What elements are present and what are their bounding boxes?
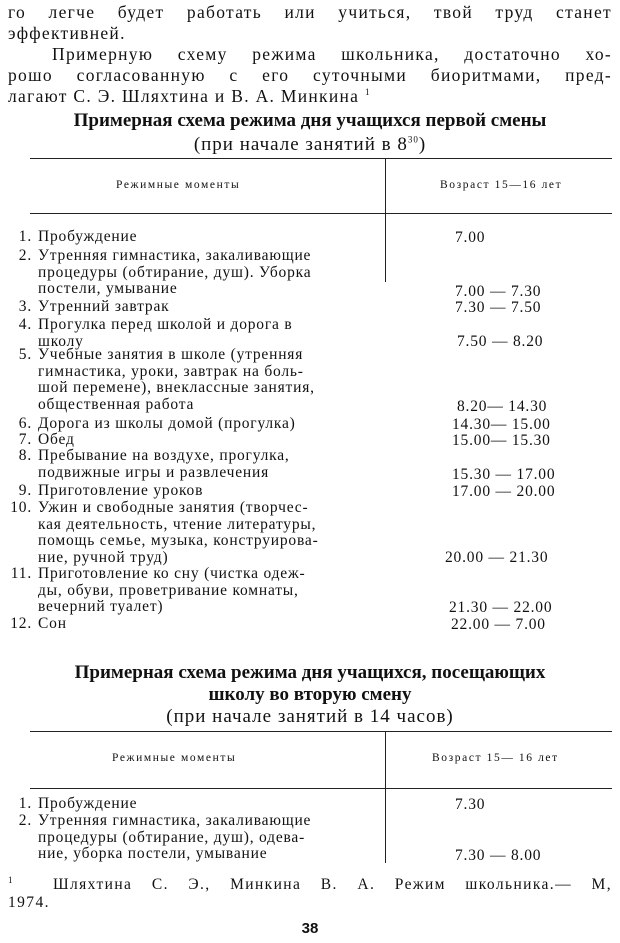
table2-header-rule [30, 788, 612, 789]
footnote [8, 876, 612, 912]
table1-row-number: 9. [18, 482, 32, 499]
table1-row-activity: Учебные занятия в школе (утренняя гимнастика, уроки, завтрак на боль- шой перемене), внеклассные занятия, общественная работа [38, 346, 315, 413]
table1-row-number: 10. [10, 499, 32, 516]
table1-row-time: 7.30 — 7.50 [455, 299, 542, 316]
table2-row-number: 2. [18, 812, 32, 829]
table2-subtitle: (при начале занятий в 14 часов) [166, 706, 454, 727]
footnote-mark: 1 [8, 874, 14, 885]
table1-row-number: 4. [18, 316, 32, 333]
table1-row-time: 7.00 — 7.30 [455, 283, 542, 300]
table2-title-line-1: Примерная схема режима дня учащихся, посещающих [74, 662, 546, 683]
table1-row-number: 5. [18, 346, 32, 363]
intro-para2-line-1: Примерную схему режима школьника, достаточно хо- [52, 44, 612, 64]
table2-top-rule [30, 731, 612, 732]
table1-row-time: 14.30— 15.00 [452, 416, 551, 433]
table1-row-time: 20.00 — 21.30 [445, 549, 549, 566]
table1-row-activity: Утренняя гимнастика, закаливающие процедуры (обтирание, душ). Уборка постели, умывание [38, 247, 312, 297]
footnote-line-2: 1974. [8, 894, 50, 911]
table1-row-activity: Пребывание на воздухе, прогулка, подвижные игры и развлечения [38, 447, 290, 481]
table1-row-time: 7.00 [455, 229, 486, 246]
table1-row-activity: Утренний завтрак [38, 298, 170, 315]
table1-subtitle-suffix: ) [418, 134, 427, 155]
table1-row-number: 1. [18, 228, 32, 245]
table1-title: Примерная схема режима дня учащихся первой смены [73, 110, 547, 131]
table1-row-number: 3. [18, 298, 32, 315]
table1-row-activity: Сон [38, 615, 67, 632]
table1-row-time: 22.00 — 7.00 [451, 616, 546, 633]
intro-text [8, 2, 612, 107]
table1-top-rule [30, 158, 612, 159]
table2-row-number: 1. [18, 795, 32, 812]
table1-row-number: 6. [18, 415, 32, 432]
table1-col-activity: Режимные моменты [116, 179, 241, 191]
intro-line-2: эффективней. [8, 23, 126, 43]
table1-subtitle-prefix: (при начале занятий в 8 [193, 134, 408, 155]
table2-row-activity: Утренняя гимнастика, закаливающие процедуры (обтирание, душ), одева- ние, уборка постели, умывание [38, 812, 312, 862]
intro-line-1: го легче будет работать или учиться, твой труд станет [8, 2, 612, 22]
table1-col-age: Возраст 15—16 лет [440, 179, 563, 191]
table1-row-number: 7. [18, 431, 32, 448]
intro-para2-line-2: рошо согласованную с его суточными биоритмами, пред- [8, 65, 612, 85]
footnote-ref: 1 [364, 87, 371, 98]
table1-row-time: 21.30 — 22.00 [449, 599, 553, 616]
footnote-line-1 [8, 876, 612, 894]
footnote-line-1-text: Шляхтина С. Э., Минкина В. А. Режим школьника.— М, [52, 876, 612, 893]
table2-col-activity: Режимные моменты [112, 752, 237, 764]
table1-row-number: 11. [10, 565, 32, 582]
table1-row-activity: Прогулка перед школой и дорога в школу [38, 316, 293, 350]
table1-row-activity: Пробуждение [38, 228, 138, 245]
table1-row-activity: Обед [38, 431, 75, 448]
table2-row-activity: Пробуждение [38, 795, 138, 812]
table1-row-number: 8. [18, 447, 32, 464]
table1-row-time: 15.30 — 17.00 [452, 466, 556, 483]
table1-row-time: 7.50 — 8.20 [457, 333, 544, 350]
table2-row-time: 7.30 — 8.00 [455, 847, 542, 864]
table1-row-activity: Приготовление ко сну (чистка одеж- ды, обуви, проветривание комнаты, вечерний туалет) [38, 565, 306, 615]
table1-row-number: 12. [10, 615, 32, 632]
table2-title-line-2: школу во вторую смену [208, 684, 412, 705]
table1-row-activity: Ужин и свободные занятия (творчес- кая деятельность, чтение литературы, помощь семье, музыка, конструирова- ние, ручной труд) [38, 499, 319, 566]
intro-para2-line-3-text: лагают С. Э. Шляхтина и В. А. Минкина [8, 86, 360, 106]
table2-row-time: 7.30 [455, 796, 486, 813]
table2-col-age: Возраст 15— 16 лет [432, 752, 559, 764]
table1-header-rule [30, 213, 612, 214]
table1-subtitle [0, 134, 620, 156]
table1-row-time: 17.00 — 20.00 [452, 483, 556, 500]
table1-row-activity: Приготовление уроков [38, 482, 204, 499]
table2-column-divider [385, 731, 386, 863]
table1-row-time: 8.20— 14.30 [457, 398, 548, 415]
table1-subtitle-sup: 30 [407, 134, 419, 145]
intro-para2-line-3 [8, 86, 612, 107]
page-number: 38 [301, 920, 319, 937]
table1-row-number: 2. [18, 247, 32, 264]
table1-column-divider [385, 158, 386, 282]
table1-row-time: 15.00— 15.30 [452, 432, 551, 449]
table1-row-activity: Дорога из школы домой (прогулка) [38, 415, 296, 432]
